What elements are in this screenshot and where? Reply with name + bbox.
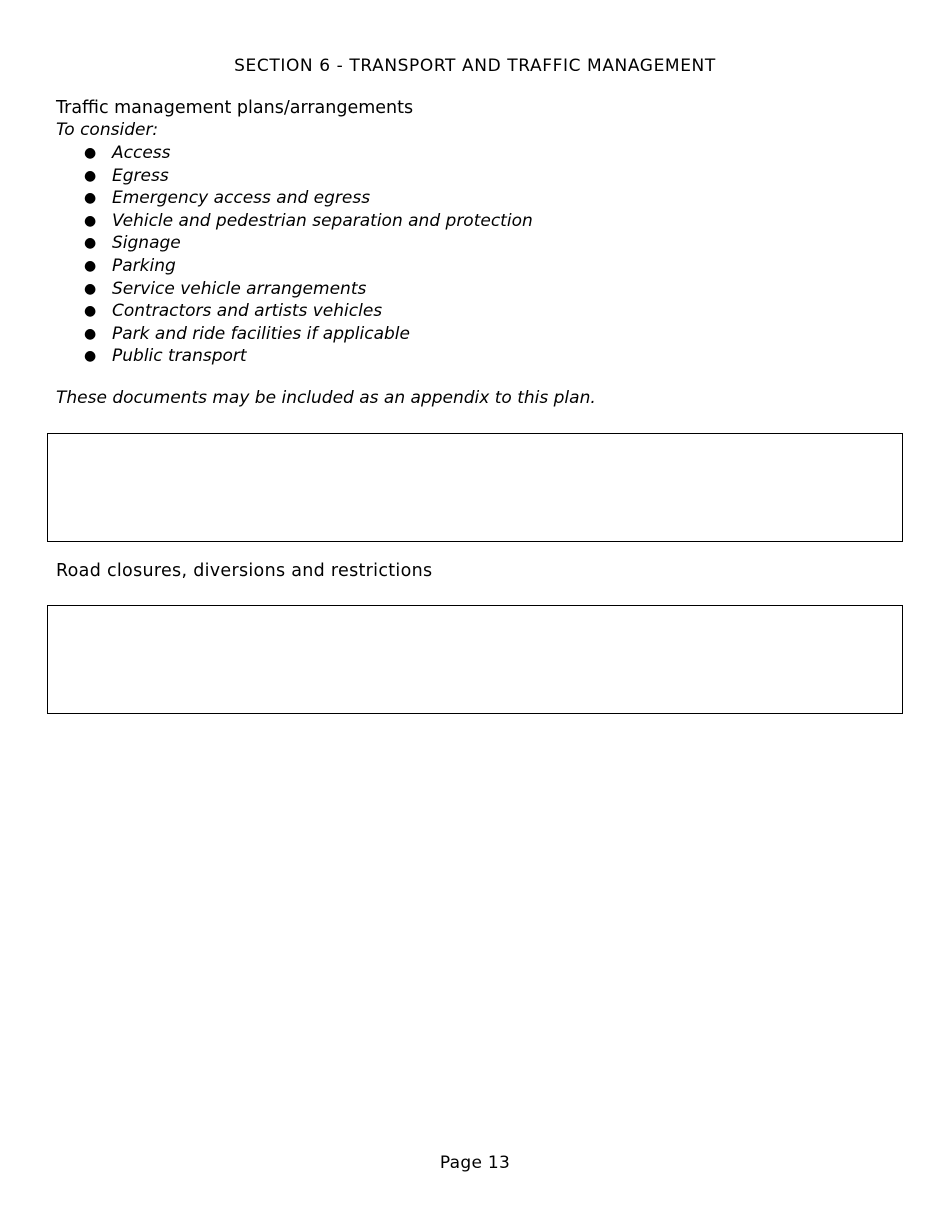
bullet-icon: ● [84, 348, 97, 365]
list-item-text: Service vehicle arrangements [112, 278, 367, 299]
page-number: Page 13 [439, 1153, 511, 1173]
list-item-text: Contractors and artists vehicles [112, 301, 383, 322]
appendix-note: These documents may be included as an appendix to this plan. [56, 388, 596, 408]
traffic-management-entry-box[interactable] [47, 433, 903, 542]
road-closures-heading: Road closures, diversions and restrictions [56, 561, 433, 581]
list-item-text: Vehicle and pedestrian separation and protection [112, 210, 533, 231]
list-item-text: Access [112, 143, 171, 163]
bullet-icon: ● [84, 190, 97, 207]
list-item-text: Signage [112, 233, 181, 254]
consider-label: To consider: [56, 120, 159, 140]
bullet-icon: ● [84, 280, 97, 297]
section-title: SECTION 6 - TRANSPORT AND TRAFFIC MANAGEMENT [234, 56, 716, 76]
list-item-text: Emergency access and egress [112, 188, 371, 209]
list-item-text: Park and ride facilities if applicable [112, 323, 410, 344]
bullet-icon: ● [84, 303, 97, 320]
list-item-text: Egress [112, 165, 169, 186]
traffic-management-heading: Traffic management plans/arrangements [56, 98, 414, 118]
list-item-text: Parking [112, 255, 176, 276]
bullet-icon: ● [84, 325, 97, 342]
list-item-text: Public transport [112, 346, 247, 367]
bullet-icon: ● [84, 167, 97, 184]
bullet-icon: ● [84, 257, 97, 274]
bullet-icon: ● [84, 212, 97, 229]
road-closures-entry-box[interactable] [47, 605, 903, 714]
bullet-icon: ● [84, 235, 97, 252]
bullet-icon: ● [84, 145, 97, 161]
